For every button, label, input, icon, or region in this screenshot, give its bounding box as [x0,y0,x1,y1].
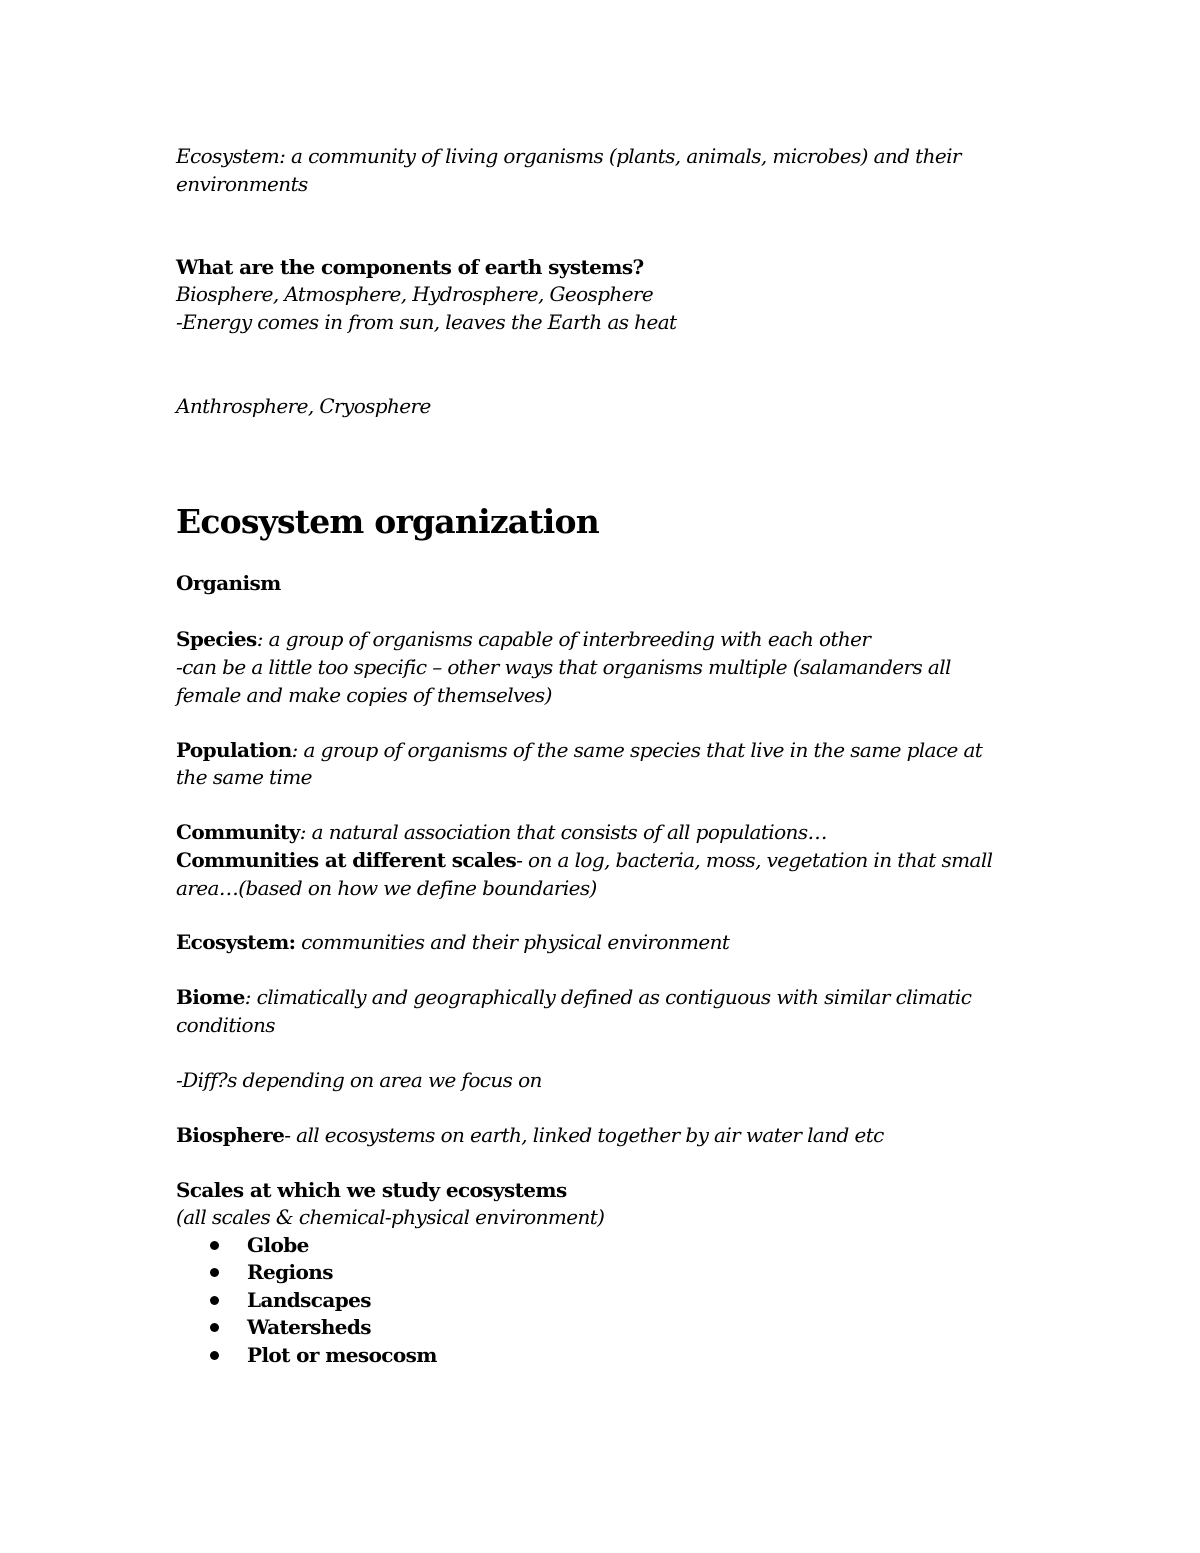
organism-term: Organism [176,571,281,595]
community-definition: : a natural association that consists of all populations… [299,820,827,844]
population-entry [176,736,982,764]
communities-scales-label: Communities at different scales [176,848,517,872]
ecosystem-label: Ecosystem: [176,930,296,954]
biome-entry [176,983,971,1011]
bullet-icon [210,1241,219,1250]
extra-spheres: Anthrosphere, Cryosphere [176,394,431,418]
ecosystem-entry [176,928,729,956]
earth-systems-spheres: Biosphere, Atmosphere, Hydrosphere, Geosphere [176,282,654,306]
biosphere-label: Biosphere [176,1123,285,1147]
biosphere-entry [176,1121,884,1149]
ecosystem-definition: communities and their physical environment [295,930,730,954]
energy-note: -Energy comes in from sun, leaves the Earth as heat [176,310,677,334]
biome-definition-line-1: : climatically and geographically defined as contiguous with similar climatic [244,985,972,1009]
community-label: Community [176,820,300,844]
communities-scales-definition-line-2: area…(based on how we define boundaries) [176,876,597,900]
bullet-icon [210,1296,219,1305]
communities-scales-entry [176,846,992,874]
diff-note: -Diff?s depending on area we focus on [176,1068,542,1092]
biome-definition-line-2: conditions [176,1013,275,1037]
bullet-icon [210,1323,219,1332]
earth-systems-question: What are the components of earth systems? [176,255,644,279]
scales-subheading: (all scales & chemical-physical environment) [176,1205,605,1229]
species-label: Species [176,627,257,651]
species-note-line-1: -can be a little too specific – other ways that organisms multiple (salamanders all [176,655,951,679]
ecosystem-definition-line-1: Ecosystem: a community of living organisms (plants, animals, microbes) and their [176,144,961,168]
section-heading: Ecosystem organization [176,502,599,541]
list-item-label: Plot or mesocosm [247,1343,437,1367]
species-definition: : a group of organisms capable of interbreeding with each other [256,627,871,651]
list-item-label: Regions [247,1260,333,1284]
community-entry [176,818,827,846]
list-item-label: Globe [247,1233,309,1257]
population-definition-line-1: : a group of organisms of the same species that live in the same place at [291,738,983,762]
bullet-icon [210,1351,219,1360]
biosphere-definition: - all ecosystems on earth, linked together by air water land etc [284,1123,884,1147]
population-definition-line-2: the same time [176,765,312,789]
species-entry [176,625,870,653]
ecosystem-definition-line-2: environments [176,172,308,196]
bullet-icon [210,1268,219,1277]
scales-heading: Scales at which we study ecosystems [176,1178,567,1202]
list-item-label: Landscapes [247,1288,371,1312]
list-item-label: Watersheds [247,1315,371,1339]
species-note-line-2: female and make copies of themselves) [176,683,552,707]
communities-scales-definition-line-1: - on a log, bacteria, moss, vegetation in that small [516,848,993,872]
biome-label: Biome [176,985,245,1009]
population-label: Population [176,738,292,762]
